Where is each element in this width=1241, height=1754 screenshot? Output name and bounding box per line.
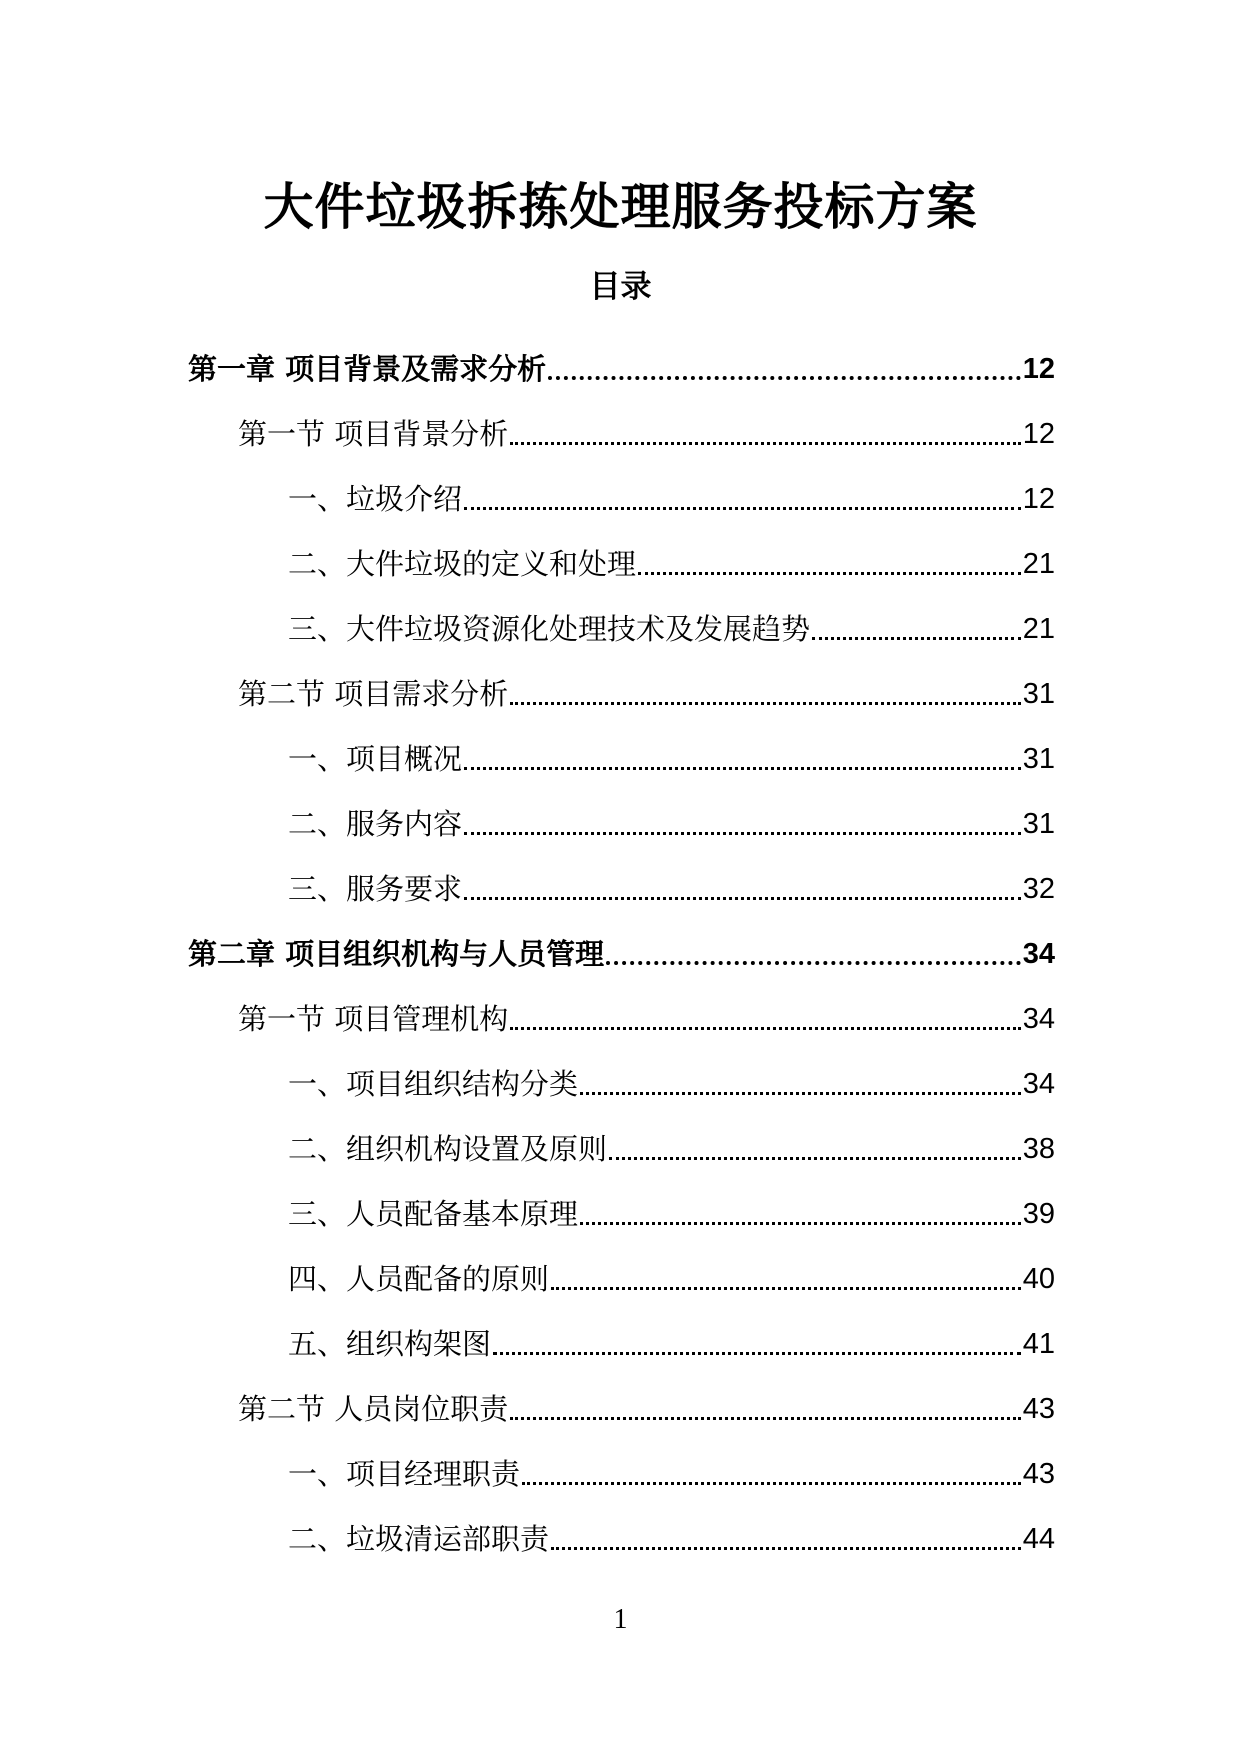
toc-entry-item[interactable] <box>0 1039 1241 1104</box>
toc-entry-section[interactable] <box>0 649 1241 714</box>
toc-entry-page: 32 <box>1022 873 1055 905</box>
dot-leader <box>551 1287 1021 1290</box>
dot-leader <box>510 442 1021 445</box>
toc-entry-page: 44 <box>1022 1523 1055 1555</box>
toc-entry-item[interactable] <box>0 454 1241 519</box>
toc-entry-label: 一、垃圾介绍 <box>288 482 463 516</box>
dot-leader <box>609 1157 1021 1160</box>
toc-entry-page: 43 <box>1022 1393 1055 1425</box>
toc-entry-item[interactable] <box>0 519 1241 584</box>
dot-leader <box>580 1092 1021 1095</box>
toc-entry-label: 三、服务要求 <box>288 872 463 906</box>
dot-leader <box>510 1027 1021 1030</box>
toc-entry-page: 31 <box>1022 808 1055 840</box>
dot-leader <box>580 1222 1021 1225</box>
toc-entry-label: 二、服务内容 <box>288 807 463 841</box>
toc-entry-page: 34 <box>1022 1003 1055 1035</box>
toc-entry-page: 31 <box>1022 743 1055 775</box>
toc-entry-page: 43 <box>1022 1458 1055 1490</box>
toc-entry-page: 34 <box>1022 1068 1055 1100</box>
dot-leader <box>510 1417 1021 1420</box>
toc-heading: 目录 <box>589 269 652 305</box>
dot-leader <box>464 767 1021 770</box>
toc-entry-page: 21 <box>1022 548 1055 580</box>
dot-leader <box>522 1482 1021 1485</box>
toc-entry-item[interactable] <box>0 1299 1241 1364</box>
toc-entry-label: 二、组织机构设置及原则 <box>288 1132 608 1166</box>
toc-entry-label: 第二节 项目需求分析 <box>238 677 509 711</box>
dot-leader <box>493 1352 1021 1355</box>
toc-entry-item[interactable] <box>0 584 1241 649</box>
toc-entry-label: 一、项目组织结构分类 <box>288 1067 579 1101</box>
toc-entry-label: 二、大件垃圾的定义和处理 <box>288 547 637 581</box>
toc-entry-page: 21 <box>1022 613 1055 645</box>
toc-entry-page: 12 <box>1022 483 1055 515</box>
toc-entry-item[interactable] <box>0 1494 1241 1559</box>
toc-entry-label: 五、组织构架图 <box>288 1327 492 1361</box>
dot-leader <box>464 507 1021 510</box>
toc-entry-label: 第一章 项目背景及需求分析 <box>188 352 547 386</box>
dot-leader <box>812 637 1021 640</box>
toc-entry-label: 三、大件垃圾资源化处理技术及发展趋势 <box>288 612 811 646</box>
dot-leader <box>548 376 1021 380</box>
document-title: 大件垃圾拆拣处理服务投标方案 <box>263 178 978 236</box>
dot-leader <box>464 897 1021 900</box>
toc-entry-label: 第一节 项目管理机构 <box>238 1002 509 1036</box>
toc-entry-page: 41 <box>1022 1328 1055 1360</box>
toc-entry-label: 第二章 项目组织机构与人员管理 <box>188 937 605 971</box>
toc-entry-page: 12 <box>1022 418 1055 450</box>
toc-entry-item[interactable] <box>0 1429 1241 1494</box>
toc-entry-page: 31 <box>1022 678 1055 710</box>
toc-entry-item[interactable] <box>0 844 1241 909</box>
toc-entry-section[interactable] <box>0 1364 1241 1429</box>
dot-leader <box>606 961 1021 965</box>
toc-entry-chapter[interactable] <box>0 909 1241 974</box>
dot-leader <box>638 572 1021 575</box>
toc-entry-page: 12 <box>1022 353 1055 385</box>
toc-entry-label: 第一节 项目背景分析 <box>238 417 509 451</box>
toc-entry-chapter[interactable] <box>0 324 1241 389</box>
toc-entry-item[interactable] <box>0 714 1241 779</box>
toc-entry-label: 一、项目经理职责 <box>288 1457 521 1491</box>
toc-entry-label: 一、项目概况 <box>288 742 463 776</box>
toc-entry-page: 34 <box>1022 938 1055 970</box>
toc-entry-page: 38 <box>1022 1133 1055 1165</box>
toc-entry-label: 第二节 人员岗位职责 <box>238 1392 509 1426</box>
toc-entry-item[interactable] <box>0 1104 1241 1169</box>
toc-entry-label: 四、人员配备的原则 <box>288 1262 550 1296</box>
toc-entry-label: 二、垃圾清运部职责 <box>288 1522 550 1556</box>
dot-leader <box>510 702 1021 705</box>
toc-entry-page: 40 <box>1022 1263 1055 1295</box>
toc-entry-label: 三、人员配备基本原理 <box>288 1197 579 1231</box>
dot-leader <box>464 832 1021 835</box>
toc-entry-item[interactable] <box>0 1234 1241 1299</box>
toc-entry-section[interactable] <box>0 974 1241 1039</box>
page-number: 1 <box>613 1604 628 1635</box>
toc-entry-item[interactable] <box>0 779 1241 844</box>
toc-entry-page: 39 <box>1022 1198 1055 1230</box>
dot-leader <box>551 1547 1021 1550</box>
toc-entry-section[interactable] <box>0 389 1241 454</box>
toc-entry-item[interactable] <box>0 1169 1241 1234</box>
table-of-contents <box>0 324 1241 1559</box>
